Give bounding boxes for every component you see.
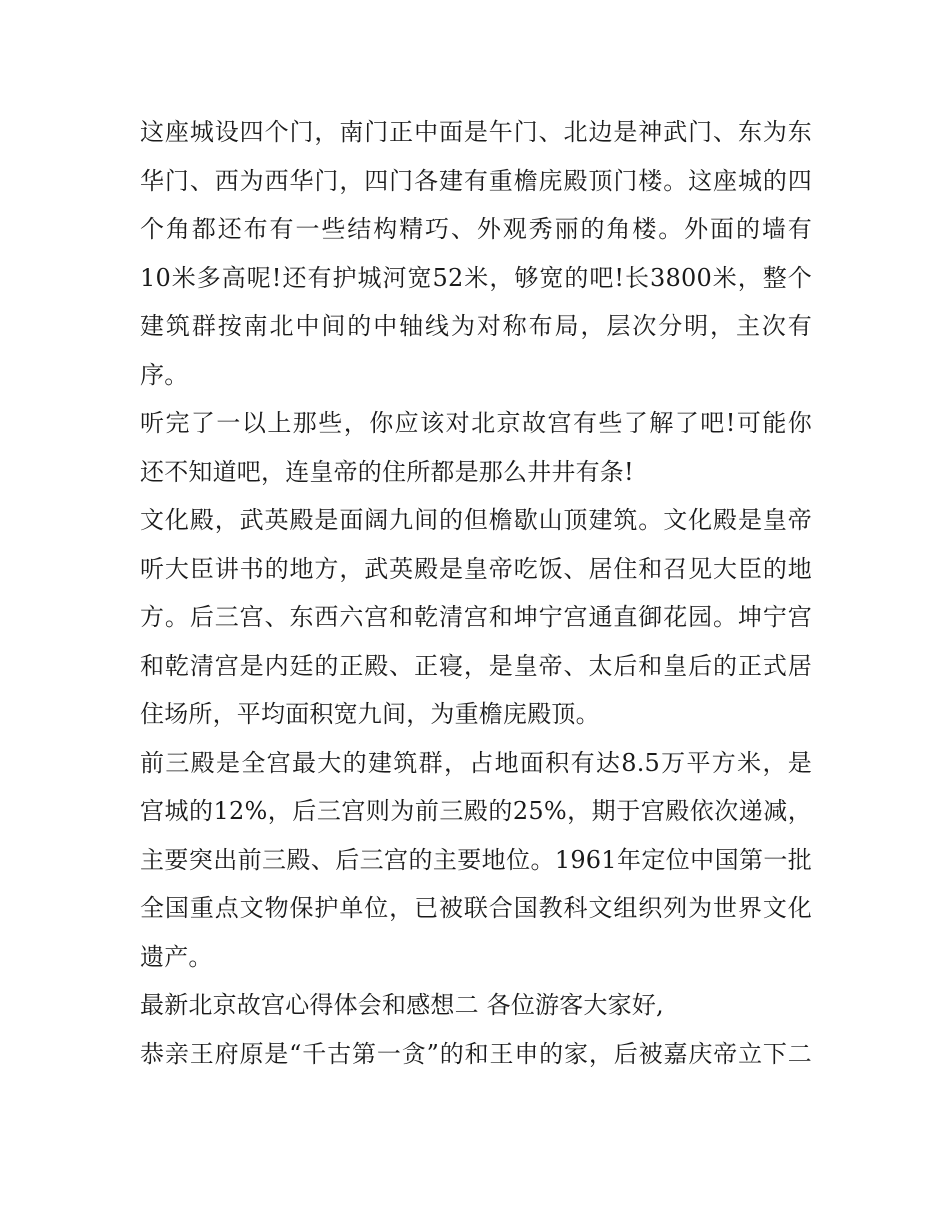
document-body (140, 108, 812, 1078)
text-line: 全国重点文物保护单位，已被联合国教科文组织列为世界文化 (140, 894, 812, 922)
text-line: 个角都还布有一些结构精巧、外观秀丽的角楼。外面的墙有 (140, 215, 812, 243)
text-line: 10米多高呢!还有护城河宽52米，够宽的吧!长3800米，整个 (140, 263, 812, 292)
text-line: 方。后三宫、东西六宫和乾清宫和坤宁宫通直御花园。坤宁宫 (140, 603, 812, 631)
text-line: 主要突出前三殿、后三宫的主要地位。1961年定位中国第一批 (140, 845, 812, 874)
text-line: 建筑群按南北中间的中轴线为对称布局，层次分明，主次有 (140, 312, 812, 340)
text-line: 这座城设四个门，南门正中面是午门、北边是神武门、东为东 (140, 118, 812, 146)
text-line: 华门、西为西华门，四门各建有重檐庑殿顶门楼。这座城的四 (140, 166, 812, 195)
text-line: 听完了一以上那些，你应该对北京故宫有些了解了吧!可能你 (140, 409, 812, 437)
text-line: 和乾清宫是内廷的正殿、正寝，是皇帝、太后和皇后的正式居 (140, 651, 812, 680)
text-line: 还不知道吧，连皇帝的住所都是那么井井有条! (140, 457, 634, 486)
text-line: 前三殿是全宫最大的建筑群，占地面积有达8.5万平方米，是 (140, 748, 812, 777)
text-line: 恭亲王府原是“千古第一贪”的和王申的家，后被嘉庆帝立下二 (140, 1039, 812, 1068)
text-line: 遗产。 (140, 942, 213, 971)
text-line: 住场所，平均面积宽九间，为重檐庑殿顶。 (140, 700, 600, 728)
text-line: 最新北京故宫心得体会和感想二 各位游客大家好, (140, 991, 664, 1019)
text-line: 序。 (140, 360, 189, 389)
text-line: 听大臣讲书的地方，武英殿是皇帝吃饭、居住和召见大臣的地 (140, 554, 812, 583)
text-line: 宫城的12%，后三宫则为前三殿的25%，期于宫殿依次递减， (140, 797, 812, 825)
text-line: 文化殿，武英殿是面阔九间的但檐歇山顶建筑。文化殿是皇帝 (140, 506, 812, 534)
